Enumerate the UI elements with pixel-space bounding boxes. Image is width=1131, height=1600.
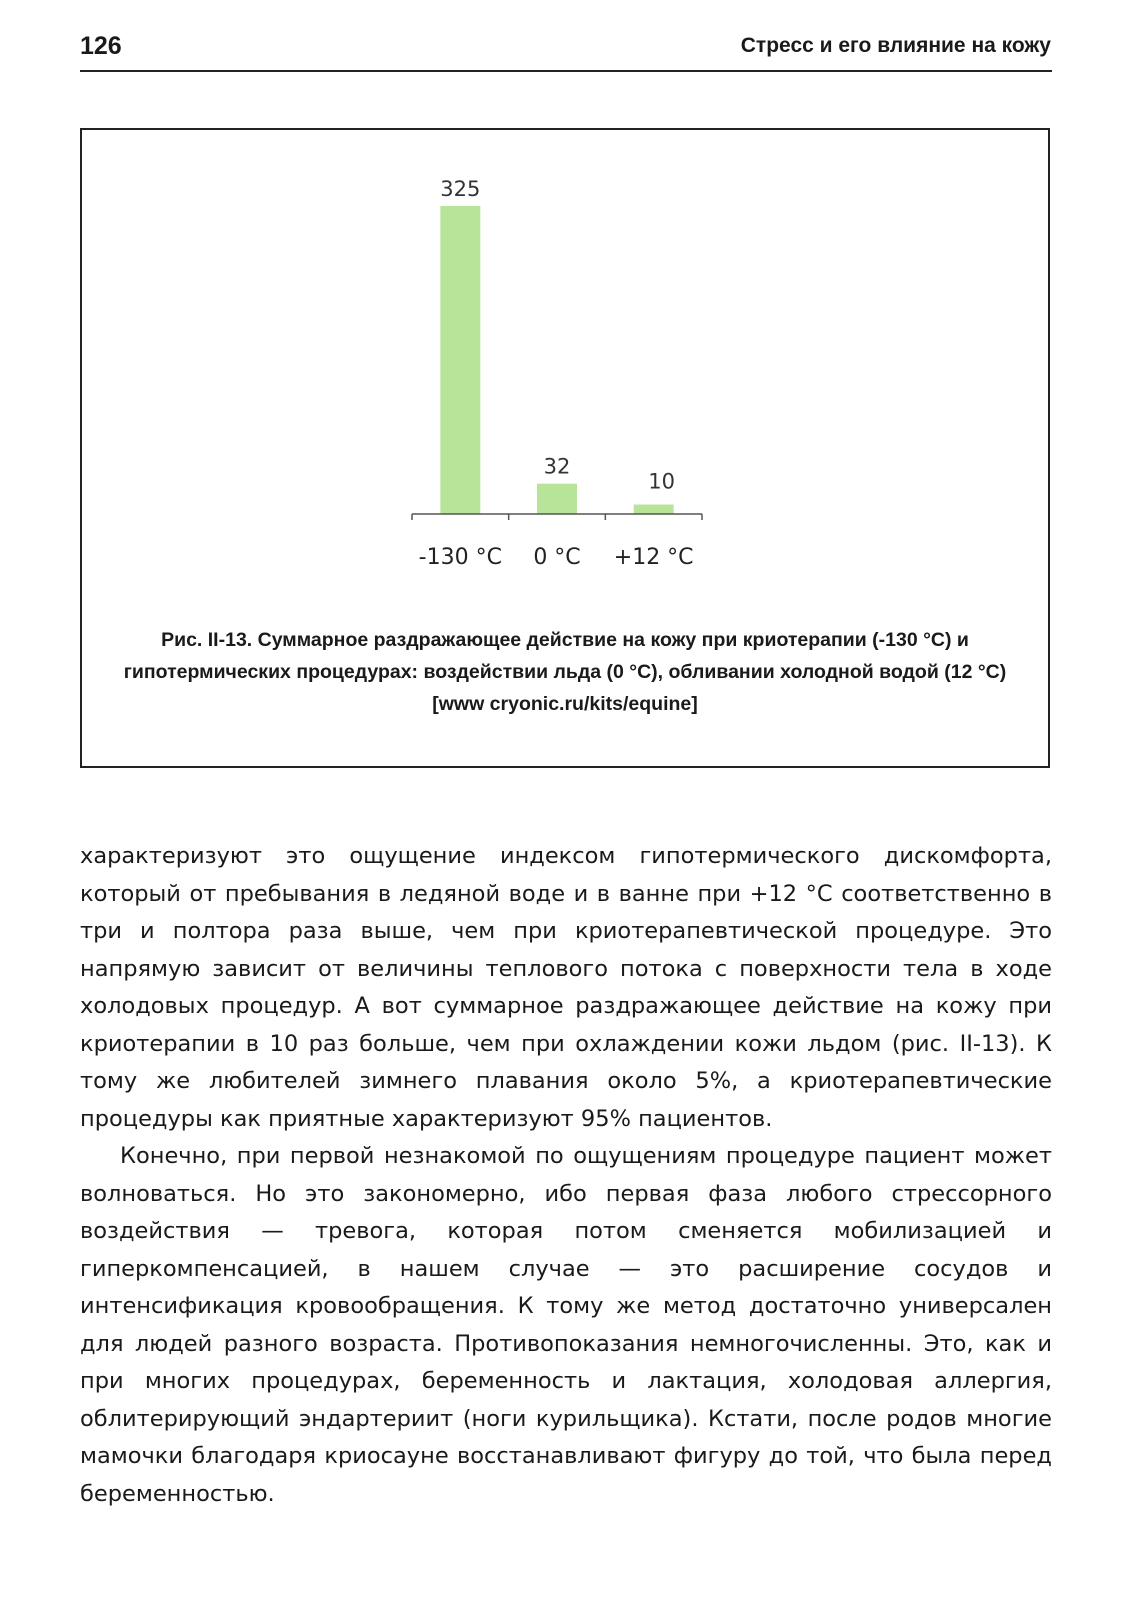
x-tick-label-1: -130 °C — [418, 545, 502, 570]
running-title: Стресс и его влияние на кожу — [740, 34, 1051, 57]
bar-2 — [537, 484, 577, 514]
x-tick-label-2: 0 °C — [533, 545, 581, 570]
paragraph-2: Конечно, при первой незнакомой по ощущениям процедуре пациент может волноваться. Но это закономерно, ибо первая фаза любого стрессорного воздействия — тревога, которая потом сменяется мобилизацией и гиперкомпенсацией, в нашем случае — это расширение сосудов и интенсификация кровообращения. К тому же метод достаточно универсален для людей разного возраста. Противопоказания немногочисленны. Это, как и при многих процедурах, беременность и лактация, холодовая аллергия, облитерирующий эндартериит (ноги курильщика). Кстати, после родов многие мамочки благодаря криосауне восстанавливают фигуру до той, что была перед беременностью. — [80, 1143, 1052, 1507]
data-label-2: 32 — [543, 454, 571, 479]
bar-1 — [440, 206, 480, 514]
page-number: 126 — [80, 32, 122, 60]
data-label-3: 10 — [648, 469, 676, 494]
bar-3 — [634, 505, 674, 514]
header-rule — [80, 70, 1052, 72]
body-text — [80, 838, 1052, 1513]
x-tick-label-3: +12 °C — [613, 545, 694, 570]
figure-box — [80, 128, 1050, 768]
caption-text: Суммарное раздражающее действие на кожу при криотерапии (-130 °С) и гипотермических процедурах: воздействии льда (0 °С), обливании холодной водой (12 °С) [www cryonic.ru/kits/equine] — [123, 629, 1007, 715]
bar-chart — [82, 130, 1048, 610]
figure-caption — [102, 624, 1028, 720]
paragraph-1: характеризуют это ощущение индексом гипотермического дискомфорта, который от пребывания в ледяной воде и в ванне при +12 °С соответственно в три и полтора раза выше, чем при криотерапевтической процедуре. Это напрямую зависит от величины теплового потока с поверхности тела в ходе холодовых процедур. А вот суммарное раздражающее действие на кожу при криотерапии в 10 раз больше, чем при охлаждении кожи льдом (рис. II-13). К тому же любителей зимнего плавания около 5%, а криотерапевтические процедуры как приятные характеризуют 95% пациентов. — [80, 843, 1052, 1132]
caption-label: Рис. II-13. — [161, 629, 253, 651]
data-label-1: 325 — [440, 177, 481, 201]
